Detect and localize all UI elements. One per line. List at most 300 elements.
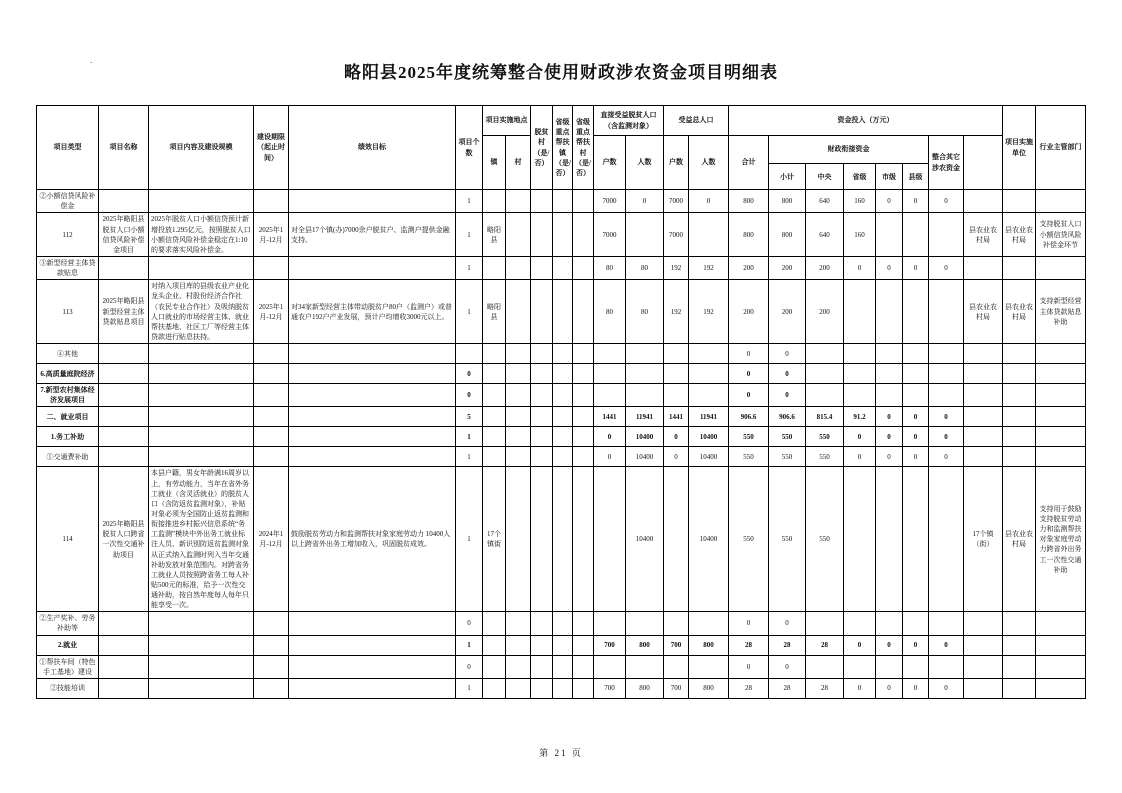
table-cell (99, 344, 149, 364)
table-cell: 10400 (689, 427, 729, 447)
table-cell (289, 655, 456, 678)
table-cell: 192 (689, 280, 729, 344)
table-cell (1003, 655, 1036, 678)
table-cell: 0 (769, 384, 806, 407)
table-cell (664, 612, 689, 635)
table-cell: 200 (806, 280, 844, 344)
table-cell: 200 (729, 280, 769, 344)
table-cell (964, 427, 1003, 447)
table-cell (553, 213, 573, 257)
table-cell: 800 (769, 213, 806, 257)
table-cell: 550 (806, 467, 844, 612)
col-header-count: 项目个数 (456, 106, 483, 190)
col-header-direct-benefit: 直接受益脱贫人口（含监测对象） (594, 106, 664, 136)
table-cell (876, 655, 903, 678)
table-cell (99, 427, 149, 447)
table-cell (456, 344, 483, 364)
col-header-period: 建设期限（起止时间） (254, 106, 289, 190)
table-cell (483, 612, 506, 635)
table-cell: 县农业农村局 (964, 213, 1003, 257)
table-cell: 0 (664, 447, 689, 467)
table-cell: 0 (929, 447, 964, 467)
table-cell: 550 (729, 447, 769, 467)
table-cell: 550 (769, 427, 806, 447)
table-cell: 0 (769, 655, 806, 678)
table-cell: 2025年略阳县新型经营主体贷款贴息项目 (99, 280, 149, 344)
table-cell: 二、就业项目 (37, 407, 99, 427)
table-cell (626, 655, 664, 678)
table-cell (483, 635, 506, 655)
table-cell (1036, 447, 1086, 467)
table-cell (506, 678, 531, 698)
table-cell: 县农业农村局 (1003, 280, 1036, 344)
funds-detail-table (36, 105, 1086, 699)
table-cell (573, 280, 594, 344)
table-row (37, 407, 1086, 427)
funds-table-container (36, 105, 1086, 699)
table-cell: 0 (876, 678, 903, 698)
table-cell (254, 384, 289, 407)
table-cell (506, 384, 531, 407)
table-cell (689, 344, 729, 364)
col-header-municipal: 市级 (876, 164, 903, 190)
table-cell: 0 (876, 635, 903, 655)
table-cell: 0 (929, 407, 964, 427)
page-title: 略阳县2025年度统筹整合使用财政涉农资金项目明细表 (344, 63, 778, 82)
table-cell: 0 (876, 427, 903, 447)
col-header-other-funds: 整合其它涉农资金 (929, 136, 964, 190)
table-cell (531, 384, 553, 407)
table-cell (289, 190, 456, 213)
table-cell (149, 447, 254, 467)
table-cell: 0 (769, 364, 806, 384)
table-cell (254, 427, 289, 447)
table-cell (289, 427, 456, 447)
table-cell (553, 190, 573, 213)
table-cell (844, 364, 876, 384)
table-cell: 1 (456, 467, 483, 612)
table-row (37, 678, 1086, 698)
table-cell: 0 (903, 427, 929, 447)
table-cell (806, 384, 844, 407)
table-cell: 县农业农村局 (1003, 467, 1036, 612)
table-row (37, 384, 1086, 407)
table-cell (929, 384, 964, 407)
table-cell: 0 (876, 407, 903, 427)
table-cell (929, 280, 964, 344)
table-cell: 1441 (664, 407, 689, 427)
table-cell: 县农业农村局 (1003, 213, 1036, 257)
table-cell (289, 447, 456, 467)
col-header-people-total: 人数 (689, 136, 729, 190)
table-cell: 0 (456, 384, 483, 407)
table-cell (903, 467, 929, 612)
table-cell: 0 (903, 678, 929, 698)
table-cell (806, 655, 844, 678)
table-cell: 0 (729, 384, 769, 407)
table-cell (254, 655, 289, 678)
table-cell: 0 (903, 635, 929, 655)
table-cell: 1 (456, 678, 483, 698)
table-cell (506, 655, 531, 678)
table-cell (506, 213, 531, 257)
table-cell (1003, 344, 1036, 364)
table-cell (806, 612, 844, 635)
table-cell (483, 344, 506, 364)
table-cell (506, 427, 531, 447)
table-cell: 550 (806, 427, 844, 447)
table-cell: 0 (929, 635, 964, 655)
table-cell: 192 (689, 256, 729, 279)
table-cell: 6.高质量庭院经济 (37, 364, 99, 384)
table-cell: 0 (903, 190, 929, 213)
table-cell (1003, 612, 1036, 635)
table-cell: 0 (729, 612, 769, 635)
table-cell: ④其他 (37, 344, 99, 364)
table-cell (553, 344, 573, 364)
col-header-people-direct: 人数 (626, 136, 664, 190)
table-cell (289, 384, 456, 407)
col-header-poverty-village: 脱贫村（是/否） (531, 106, 553, 190)
table-cell: ②技能培训 (37, 678, 99, 698)
table-cell (483, 364, 506, 384)
table-cell (929, 467, 964, 612)
table-cell: 0 (929, 427, 964, 447)
table-cell: 支持用于鼓励支持脱贫劳动力和监测帮扶对象家庭劳动力跨省外出务工一次性交通补助 (1036, 467, 1086, 612)
table-cell (594, 364, 626, 384)
table-cell: 1 (456, 213, 483, 257)
col-header-provincial: 省级 (844, 164, 876, 190)
table-cell (964, 364, 1003, 384)
table-cell: 28 (729, 678, 769, 698)
table-cell: 10400 (626, 467, 664, 612)
table-cell: 7000 (664, 190, 689, 213)
table-cell (664, 344, 689, 364)
table-cell (531, 344, 553, 364)
table-cell (1003, 447, 1036, 467)
table-cell (553, 280, 573, 344)
table-cell: 对纳入项目库的县级农业产业化龙头企业、村股份经济合作社（农民专业合作社）及吸纳脱贫人口就业的市场经营主体、就业帮扶基地、社区工厂等经营主体贷款进行贴息扶持。 (149, 280, 254, 344)
table-cell: 2.就业 (37, 635, 99, 655)
table-cell (573, 384, 594, 407)
table-cell (806, 344, 844, 364)
table-cell: 10400 (626, 447, 664, 467)
table-cell (99, 447, 149, 467)
table-row (37, 655, 1086, 678)
table-cell: 0 (626, 190, 664, 213)
table-cell (531, 635, 553, 655)
table-cell (1003, 384, 1036, 407)
table-cell (289, 364, 456, 384)
table-cell: 1.务工补助 (37, 427, 99, 447)
table-cell: 640 (806, 213, 844, 257)
table-cell (1036, 256, 1086, 279)
table-cell (254, 407, 289, 427)
table-cell: 7000 (664, 213, 689, 257)
table-cell: 0 (729, 344, 769, 364)
table-cell: 1 (456, 635, 483, 655)
table-cell (903, 213, 929, 257)
table-cell: 10400 (689, 447, 729, 467)
table-cell: 0 (929, 190, 964, 213)
table-cell (531, 190, 553, 213)
table-cell: 1 (456, 256, 483, 279)
table-cell (553, 364, 573, 384)
table-cell (254, 364, 289, 384)
table-cell (964, 612, 1003, 635)
table-cell (903, 344, 929, 364)
table-cell: 0 (456, 612, 483, 635)
table-cell (531, 427, 553, 447)
col-header-village: 村 (506, 136, 531, 190)
table-cell: 2025年略阳县脱贫人口小额信贷风险补偿金项目 (99, 213, 149, 257)
table-cell (99, 190, 149, 213)
table-cell (254, 447, 289, 467)
table-row (37, 612, 1086, 635)
table-cell: 200 (806, 256, 844, 279)
col-header-project-name: 项目名称 (99, 106, 149, 190)
table-cell (506, 344, 531, 364)
table-cell (553, 612, 573, 635)
table-cell: 192 (664, 280, 689, 344)
table-cell (99, 256, 149, 279)
table-cell: 160 (844, 213, 876, 257)
table-cell (553, 467, 573, 612)
table-cell (1036, 364, 1086, 384)
table-cell: 800 (626, 635, 664, 655)
col-header-performance: 绩效目标 (289, 106, 456, 190)
table-cell: 1441 (594, 407, 626, 427)
table-cell (531, 280, 553, 344)
table-cell: 7.新型农村集体经济发展项目 (37, 384, 99, 407)
table-cell (1036, 635, 1086, 655)
table-cell (289, 344, 456, 364)
table-cell (573, 364, 594, 384)
table-cell: 本县户籍，男女年龄满16周岁以上，有劳动能力，当年在省外务工就业（含灵活就业）的脱贫人口（含防返贫监测对象），补贴对象必须为全国防止返贫监测和衔接推进乡村振兴信息系统“务工监测”模块中外出务工就业标注人员、新识别防返贫监测对象从正式纳入监测时列入当年交通补助发放对象范围内。对跨省务工就业人员按照跨省务工每人补贴500元的标准，给予一次性交通补助，按自然年度每人每年只能享受一次。 (149, 467, 254, 612)
table-cell (149, 612, 254, 635)
table-cell (844, 467, 876, 612)
table-cell (964, 447, 1003, 467)
table-cell (1036, 407, 1086, 427)
table-cell (844, 612, 876, 635)
table-cell (964, 678, 1003, 698)
table-cell: 10400 (626, 427, 664, 447)
table-cell: 0 (594, 447, 626, 467)
table-cell: 0 (769, 344, 806, 364)
table-cell: 200 (769, 256, 806, 279)
table-cell: 550 (729, 427, 769, 447)
table-cell (876, 344, 903, 364)
table-cell (573, 447, 594, 467)
table-cell (876, 280, 903, 344)
table-cell: 80 (594, 280, 626, 344)
table-cell: 5 (456, 407, 483, 427)
table-cell: 11941 (626, 407, 664, 427)
table-cell: 200 (729, 256, 769, 279)
table-cell (99, 678, 149, 698)
table-cell (1036, 427, 1086, 447)
table-cell: 鼓励脱贫劳动力和监测帮扶对象家庭劳动力 10400人以上跨省外出务工增加收入，巩固脱贫成效。 (289, 467, 456, 612)
table-cell (531, 678, 553, 698)
table-cell (99, 612, 149, 635)
table-cell: 0 (729, 655, 769, 678)
table-cell (99, 655, 149, 678)
table-cell (506, 467, 531, 612)
col-header-households-total: 户数 (664, 136, 689, 190)
table-cell (1003, 427, 1036, 447)
table-cell: 114 (37, 467, 99, 612)
table-cell (506, 612, 531, 635)
table-cell: 550 (729, 467, 769, 612)
table-cell (289, 678, 456, 698)
table-cell (929, 655, 964, 678)
table-cell: 0 (594, 427, 626, 447)
table-cell: 550 (806, 447, 844, 467)
table-row (37, 256, 1086, 279)
table-cell (506, 364, 531, 384)
table-cell (844, 384, 876, 407)
table-cell: 80 (594, 256, 626, 279)
table-cell (553, 427, 573, 447)
table-cell (876, 384, 903, 407)
table-cell (149, 635, 254, 655)
table-cell (149, 256, 254, 279)
table-cell (254, 635, 289, 655)
table-cell (506, 447, 531, 467)
table-cell (1003, 678, 1036, 698)
table-cell: 县农业农村局 (964, 280, 1003, 344)
table-cell (594, 655, 626, 678)
table-cell (99, 364, 149, 384)
table-cell (903, 655, 929, 678)
table-cell (1036, 655, 1086, 678)
table-cell: 0 (844, 427, 876, 447)
table-cell: ①帮扶车间（特色手工基地）建设 (37, 655, 99, 678)
table-cell (573, 407, 594, 427)
table-cell: 0 (844, 256, 876, 279)
table-cell (531, 407, 553, 427)
col-header-fiscal-linkage: 财政衔接资金 (769, 136, 929, 164)
table-cell (99, 407, 149, 427)
table-cell: ②生产奖补、劳务补助等 (37, 612, 99, 635)
table-cell (99, 635, 149, 655)
table-cell (876, 612, 903, 635)
table-cell (531, 364, 553, 384)
table-cell (483, 190, 506, 213)
table-cell: 800 (689, 678, 729, 698)
table-cell (553, 407, 573, 427)
table-cell (664, 467, 689, 612)
table-cell: 17个镇（街） (964, 467, 1003, 612)
table-cell (573, 655, 594, 678)
col-header-total-benefit: 受益总人口 (664, 106, 729, 136)
table-cell (1003, 364, 1036, 384)
table-cell (929, 344, 964, 364)
col-header-county: 县级 (903, 164, 929, 190)
table-cell: 17个镇街 (483, 467, 506, 612)
table-cell: 906.6 (729, 407, 769, 427)
col-header-subtotal: 小计 (769, 164, 806, 190)
table-cell (289, 407, 456, 427)
table-cell (664, 364, 689, 384)
table-cell: 0 (664, 427, 689, 447)
table-cell: 800 (769, 190, 806, 213)
table-cell (553, 256, 573, 279)
col-header-prov-key-village: 省级重点帮扶村（是/否） (573, 106, 594, 190)
table-cell: 1 (456, 447, 483, 467)
table-cell: 10400 (689, 467, 729, 612)
table-cell (594, 384, 626, 407)
table-header (37, 106, 1086, 190)
table-cell: 7000 (594, 213, 626, 257)
table-cell (149, 407, 254, 427)
table-cell (149, 190, 254, 213)
table-cell (553, 447, 573, 467)
table-cell: 7000 (594, 190, 626, 213)
col-header-dept: 行业主管部门 (1036, 106, 1086, 190)
table-cell (844, 280, 876, 344)
table-cell (844, 655, 876, 678)
table-cell: 80 (626, 280, 664, 344)
table-cell: 0 (929, 256, 964, 279)
table-cell (483, 655, 506, 678)
table-cell: 0 (929, 678, 964, 698)
col-header-impl-unit: 项目实施单位 (1003, 106, 1036, 190)
header-row-1 (37, 106, 1086, 136)
table-cell (664, 384, 689, 407)
table-cell (149, 427, 254, 447)
table-cell: ②小额信贷风险补偿金 (37, 190, 99, 213)
table-cell: 1 (456, 190, 483, 213)
table-cell (573, 612, 594, 635)
table-cell (573, 213, 594, 257)
table-cell: 28 (729, 635, 769, 655)
table-cell: 800 (729, 190, 769, 213)
table-cell: 0 (876, 256, 903, 279)
table-cell: 0 (689, 190, 729, 213)
table-cell (149, 655, 254, 678)
table-cell: 800 (626, 678, 664, 698)
table-cell (531, 256, 553, 279)
table-row (37, 213, 1086, 257)
table-cell: 0 (903, 447, 929, 467)
table-cell: 略阳县 (483, 213, 506, 257)
col-header-content-scale: 项目内容及建设规模 (149, 106, 254, 190)
table-cell (626, 344, 664, 364)
table-cell (929, 213, 964, 257)
col-header-prov-key-town: 省级重点帮扶镇（是/否） (553, 106, 573, 190)
table-cell: 1 (456, 280, 483, 344)
table-cell (289, 612, 456, 635)
col-header-town: 镇 (483, 136, 506, 190)
col-header-project-type: 项目类型 (37, 106, 99, 190)
table-cell (689, 655, 729, 678)
col-header-central: 中央 (806, 164, 844, 190)
table-cell (483, 407, 506, 427)
table-row (37, 635, 1086, 655)
table-cell (483, 384, 506, 407)
table-cell: 113 (37, 280, 99, 344)
table-cell: 0 (844, 635, 876, 655)
col-header-households-direct: 户数 (594, 136, 626, 190)
table-cell (876, 467, 903, 612)
table-cell (964, 344, 1003, 364)
table-cell: ①交通费补助 (37, 447, 99, 467)
table-cell (149, 384, 254, 407)
table-cell: 550 (769, 447, 806, 467)
table-cell (573, 344, 594, 364)
table-cell (531, 655, 553, 678)
